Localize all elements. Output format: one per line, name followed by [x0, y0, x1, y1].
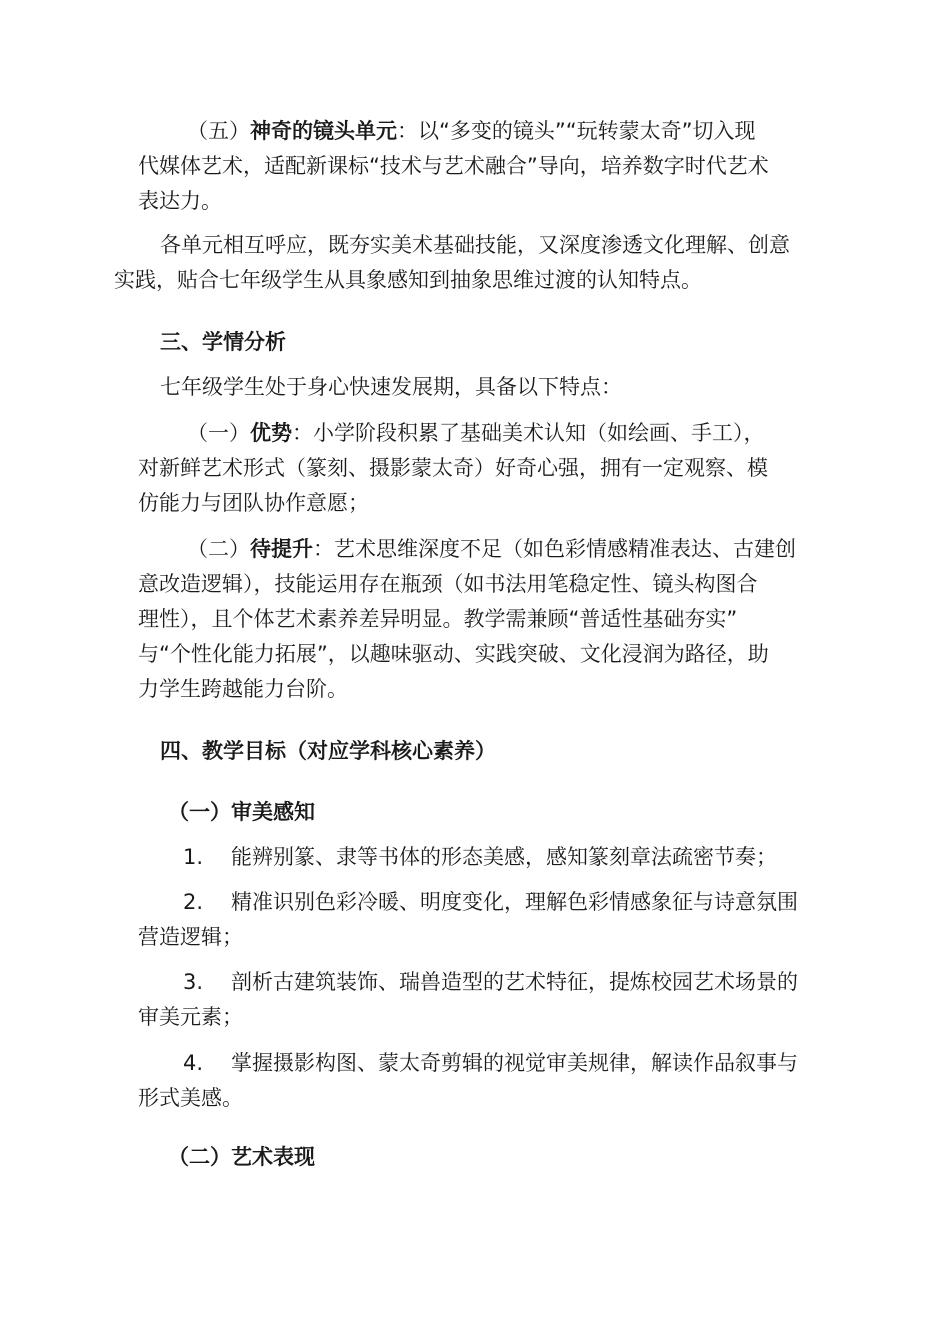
improve-paragraph [187, 532, 796, 567]
list-item-number: 1. [183, 845, 204, 869]
list-item-text: 能辨别篆、隶等书体的形态美感，感知篆刻章法疏密节奏； [231, 845, 777, 869]
advantage-line-3: 仿能力与团队协作意愿； [138, 491, 369, 515]
summary-line-2: 实践，贴合七年级学生从具象感知到抽象思维过渡的认知特点。 [114, 268, 702, 292]
section3-heading: 三、学情分析 [160, 330, 286, 354]
advantage-paragraph [187, 416, 765, 451]
summary-line-1: 各单元相互呼应，既夯实美术基础技能，又深度渗透文化理解、创意 [160, 233, 790, 257]
unit5-lead: （五） [187, 119, 250, 143]
list-item-text: 精准识别色彩冷暖、明度变化，理解色彩情感象征与诗意氛围 [231, 890, 798, 914]
improve-line-1 [187, 532, 796, 567]
unit5-line-1 [187, 114, 756, 149]
improve-continuation [138, 567, 769, 707]
list-item [183, 840, 777, 875]
advantage-line-1 [187, 416, 765, 451]
improve-line-5: 力学生跨越能力台阶。 [138, 677, 348, 701]
improve-line-3: 理性），且个体艺术素养差异明显。教学需兼顾“普适性基础夯实” [138, 607, 738, 631]
list-item [183, 885, 798, 920]
advantage-line-2: 对新鲜艺术形式（篆刻、摄影蒙太奇）好奇心强，拥有一定观察、模 [138, 456, 768, 480]
list-item-continuation: 审美元素； [138, 1005, 243, 1029]
unit5-paragraph [187, 114, 756, 149]
unit5-line-3: 表达力。 [138, 189, 222, 213]
list-item-continuation: 形式美感。 [138, 1086, 243, 1110]
list-item [183, 965, 798, 1000]
advantage-lead: （一） [187, 421, 250, 445]
list-item-number: 4. [183, 1051, 204, 1075]
improve-line-2: 意改造逻辑），技能运用存在瓶颈（如书法用笔稳定性、镜头构图合 [138, 572, 758, 596]
summary-paragraph [160, 228, 790, 263]
summary-continuation [114, 263, 702, 298]
unit5-line-2: 代媒体艺术，适配新课标“技术与艺术融合”导向，培养数字时代艺术 [138, 154, 769, 178]
section4-heading: 四、教学目标（对应学科核心素养） [160, 739, 496, 763]
advantage-title: 优势 [250, 421, 292, 445]
advantage-text: ：小学阶段积累了基础美术认知（如绘画、手工）， [292, 421, 765, 445]
improve-lead: （二） [187, 537, 250, 561]
advantage-continuation [138, 451, 768, 521]
list-item [183, 1046, 798, 1081]
unit5-continuation [138, 149, 769, 219]
list-item-number: 2. [183, 890, 204, 914]
list-item-text: 掌握摄影构图、蒙太奇剪辑的视觉审美规律，解读作品叙事与 [231, 1051, 798, 1075]
list-item-number: 3. [183, 970, 204, 994]
list-item-text: 剖析古建筑装饰、瑞兽造型的艺术特征，提炼校园艺术场景的 [231, 970, 798, 994]
unit5-title: 神奇的镜头单元 [250, 119, 397, 143]
improve-title: 待提升 [250, 537, 313, 561]
sub2-heading: （二）艺术表现 [168, 1145, 315, 1169]
section3-intro: 七年级学生处于身心快速发展期，具备以下特点： [160, 375, 622, 399]
list-item-continuation: 营造逻辑； [138, 925, 243, 949]
sub1-heading: （一）审美感知 [168, 800, 315, 824]
improve-text: ：艺术思维深度不足（如色彩情感精准表达、古建创 [313, 537, 796, 561]
improve-line-4: 与“个性化能力拓展”，以趣味驱动、实践突破、文化浸润为路径，助 [138, 642, 769, 666]
unit5-text: ：以“多变的镜头”“玩转蒙太奇”切入现 [397, 119, 756, 143]
